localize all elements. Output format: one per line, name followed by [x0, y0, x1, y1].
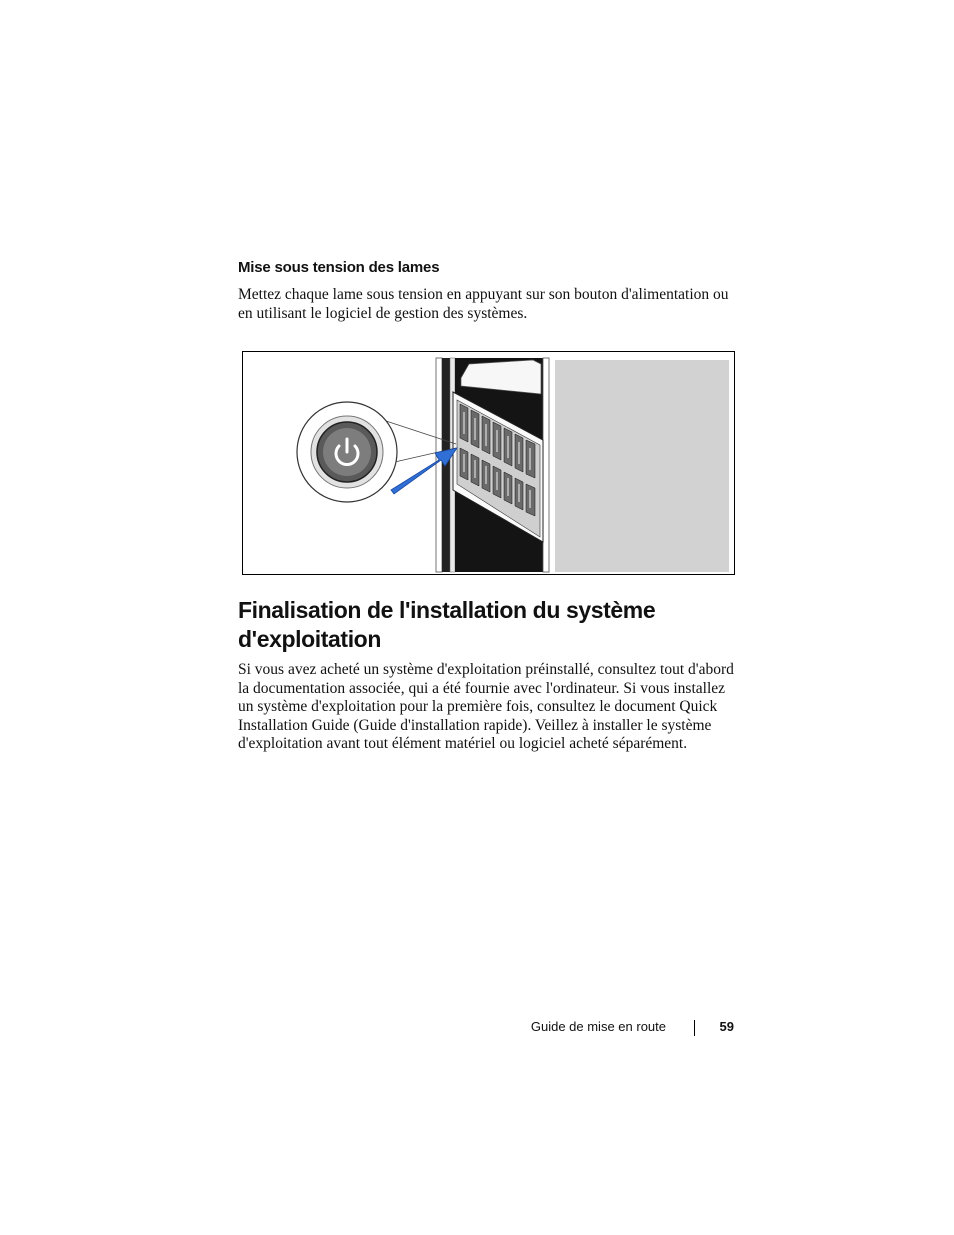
power-on-paragraph: Mettez chaque lame sous tension en appuyant sur son bouton d'alimentation ou en utilisant le logiciel de gestion des systèmes. [238, 286, 729, 322]
section-heading: Mise sous tension des lames [238, 259, 440, 276]
footer-separator [694, 1020, 695, 1036]
rack-rail [436, 358, 442, 572]
side-panel [555, 360, 729, 572]
power-button-callout [297, 402, 397, 502]
install-heading: Finalisation de l'installation du système d'exploitation [238, 597, 656, 652]
page-number: 59 [719, 1019, 734, 1034]
page-footer [500, 1019, 734, 1039]
install-paragraph: Si vous avez acheté un système d'exploitation préinstallé, consultez tout d'abord la documentation associée, qui a été fournie avec l'ordinateur. Si vous installez un système d'exploitation pour la première fois, consultez le document Quick Installation Guide (Guide d'installation rapide). Veillez à installer le système d'exploitation avant tout élément matériel ou logiciel acheté séparément. [238, 661, 734, 753]
power-on-illustration [242, 351, 735, 575]
footer-guide-title: Guide de mise en route [530, 1019, 666, 1034]
